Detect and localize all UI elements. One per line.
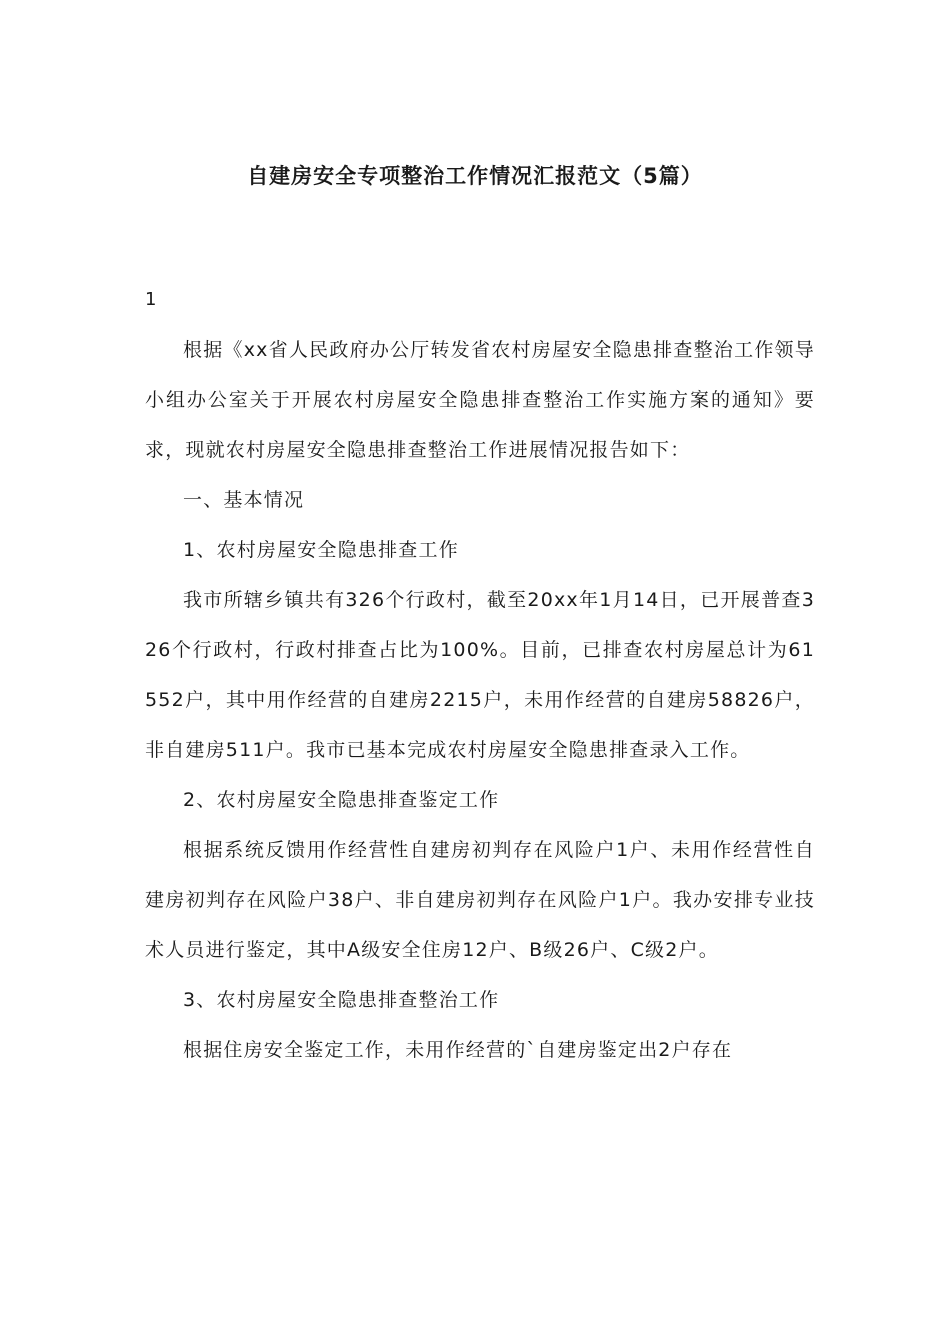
paragraph-survey-results: 我市所辖乡镇共有326个行政村，截至20xx年1月14日，已开展普查326个行政村，行政村排查占比为100%。目前，已排查农村房屋总计为61552户，其中用作经营的自建房2215户，未用作经营的自建房58826户，非自建房511户。我市已基本完成农村房屋安全隐患排查录入工作。 (145, 589, 815, 761)
document-title: 自建房安全专项整治工作情况汇报范文（5篇） (247, 164, 703, 188)
section-number: 1 (145, 289, 157, 310)
paragraph-appraisal-results: 根据系统反馈用作经营性自建房初判存在风险户1户、未用作经营性自建房初判存在风险户38户、非自建房初判存在风险户1户。我办安排专业技术人员进行鉴定，其中A级安全住房12户、B级26户、C级2户。 (145, 839, 815, 961)
paragraph-rectification: 根据住房安全鉴定工作，未用作经营的`自建房鉴定出2户存在 (183, 1039, 733, 1061)
paragraph-intro: 根据《xx省人民政府办公厅转发省农村房屋安全隐患排查整治工作领导小组办公室关于开展农村房屋安全隐患排查整治工作实施方案的通知》要求，现就农村房屋安全隐患排查整治工作进展情况报告如下： (145, 339, 815, 461)
document-body (145, 325, 815, 1075)
subheading-survey-work: 1、农村房屋安全隐患排查工作 (183, 539, 459, 561)
subheading-rectification-work: 3、农村房屋安全隐患排查整治工作 (183, 989, 500, 1011)
heading-basic-situation: 一、基本情况 (183, 489, 305, 511)
subheading-appraisal-work: 2、农村房屋安全隐患排查鉴定工作 (183, 789, 500, 811)
